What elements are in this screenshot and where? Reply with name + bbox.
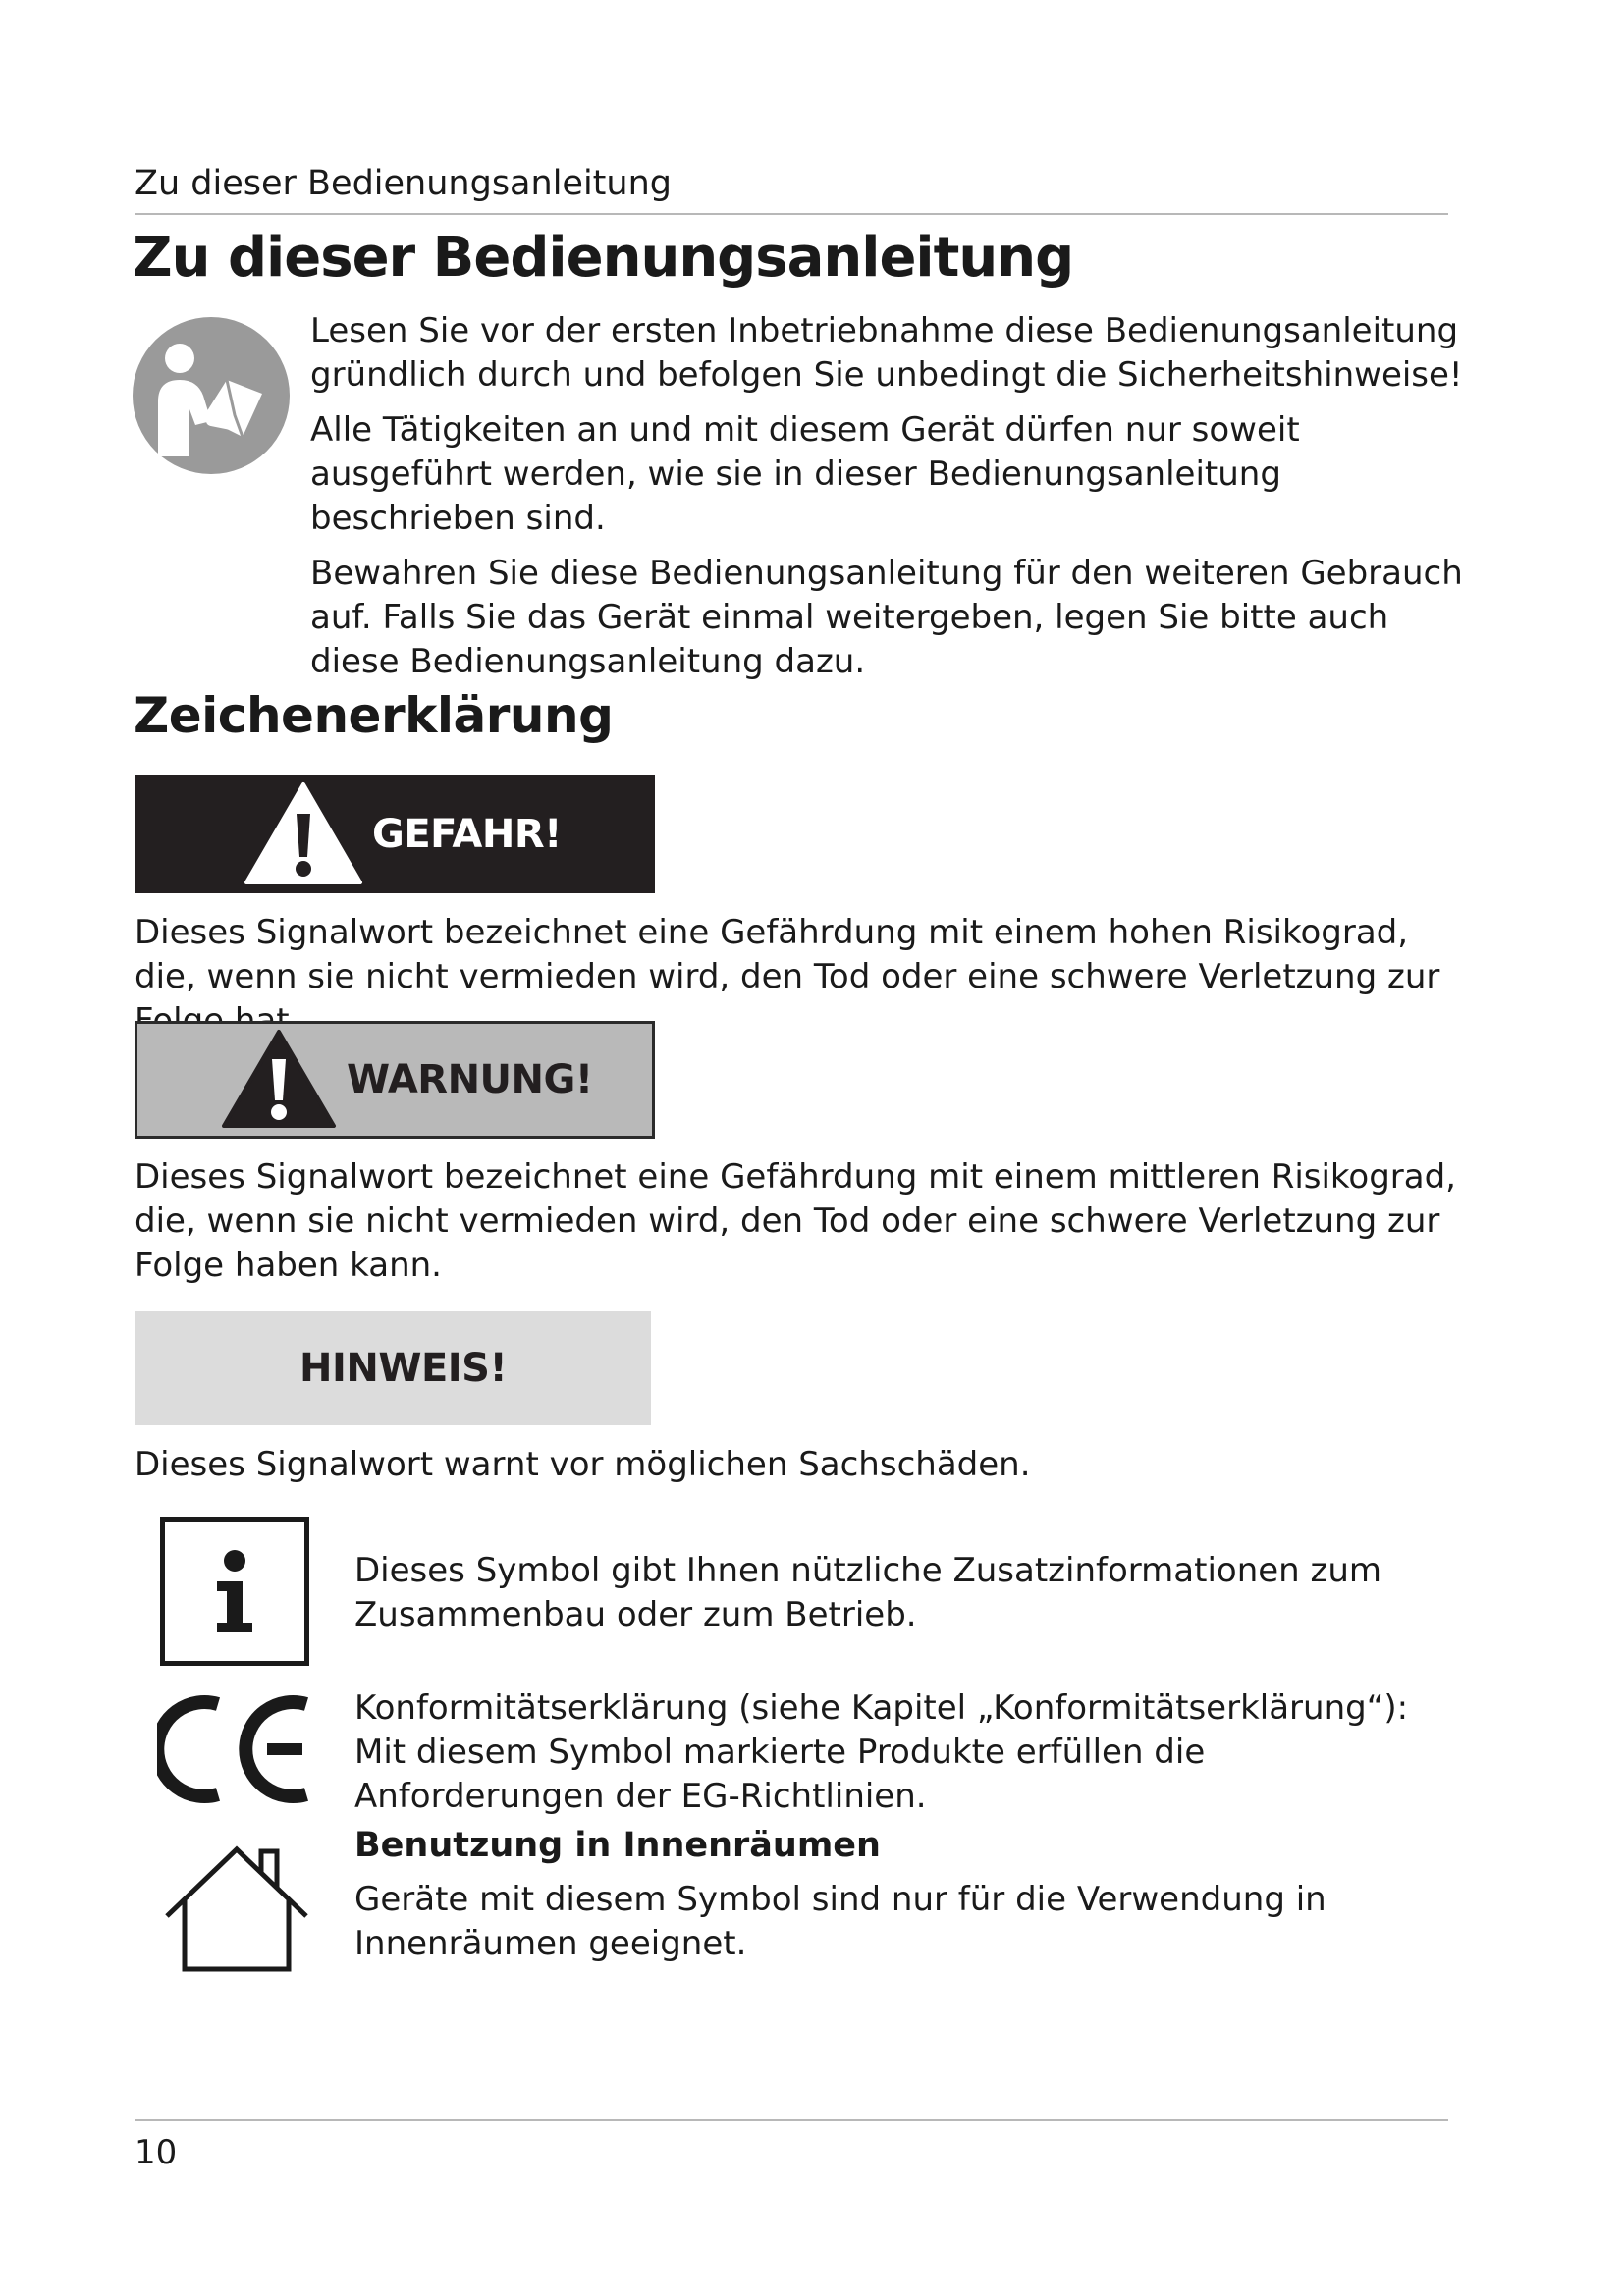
page-title: Zu dieser Bedienungsanleitung (133, 226, 1074, 290)
indoor-block (354, 1824, 1464, 1966)
notice-description: Dieses Signalwort warnt vor möglichen Sachschäden. (135, 1445, 1031, 1484)
notice-label: HINWEIS! (299, 1346, 508, 1391)
read-manual-icon (133, 317, 290, 474)
info-description: Dieses Symbol gibt Ihnen nützliche Zusatzinformationen zum Zusammenbau oder zum Betrieb. (354, 1551, 1382, 1634)
info-icon (160, 1517, 309, 1666)
ce-mark-icon (157, 1690, 316, 1808)
notice-signal-box (135, 1311, 651, 1425)
intro-paragraph: Lesen Sie vor der ersten Inbetriebnahme diese Bedienungsanleitung gründlich durch und befolgen Sie unbedingt die Sicherheitshinweise! (310, 311, 1463, 395)
indoor-title: Benutzung in Innenräumen (354, 1826, 881, 1865)
intro-paragraph: Bewahren Sie diese Bedienungsanleitung für den weiteren Gebrauch auf. Falls Sie das Gerät einmal weitergeben, legen Sie bitte auch diese Bedienungsanleitung dazu. (310, 554, 1463, 681)
running-header: Zu dieser Bedienungsanleitung (135, 164, 672, 203)
page-number: 10 (135, 2133, 178, 2172)
footer-rule (135, 2119, 1448, 2121)
danger-signal-box (135, 775, 655, 893)
intro-paragraph: Alle Tätigkeiten an und mit diesem Gerät dürfen nur soweit ausgeführt werden, wie sie in dieser Bedienungsanleitung beschrieben sind. (310, 410, 1300, 538)
ce-description: Konformitätserklärung (siehe Kapitel „Konformitätserklärung“): Mit diesem Symbol markierte Produkte erfüllen die Anforderungen der EG-Richtlinien. (354, 1688, 1409, 1816)
indoor-description: Geräte mit diesem Symbol sind nur für die Verwendung in Innenräumen geeignet. (354, 1880, 1326, 1963)
warning-triangle-icon (243, 780, 364, 886)
legend-heading: Zeichenerklärung (134, 687, 614, 744)
danger-label: GEFAHR! (372, 812, 562, 857)
warning-description: Dieses Signalwort bezeichnet eine Gefährdung mit einem mittleren Risikograd, die, wenn sie nicht vermieden wird, den Tod oder eine schwere Verletzung zur Folge haben kann. (135, 1157, 1456, 1285)
warning-triangle-icon (220, 1028, 338, 1130)
intro-text (310, 309, 1469, 695)
danger-description: Dieses Signalwort bezeichnet eine Gefährdung mit einem hohen Risikograd, die, wenn sie nicht vermieden wird, den Tod oder eine schwere Verletzung zur (135, 913, 1440, 996)
warning-signal-box (135, 1021, 655, 1139)
warning-label: WARNUNG! (347, 1057, 593, 1102)
house-icon (163, 1842, 310, 1973)
header-rule (135, 213, 1448, 215)
